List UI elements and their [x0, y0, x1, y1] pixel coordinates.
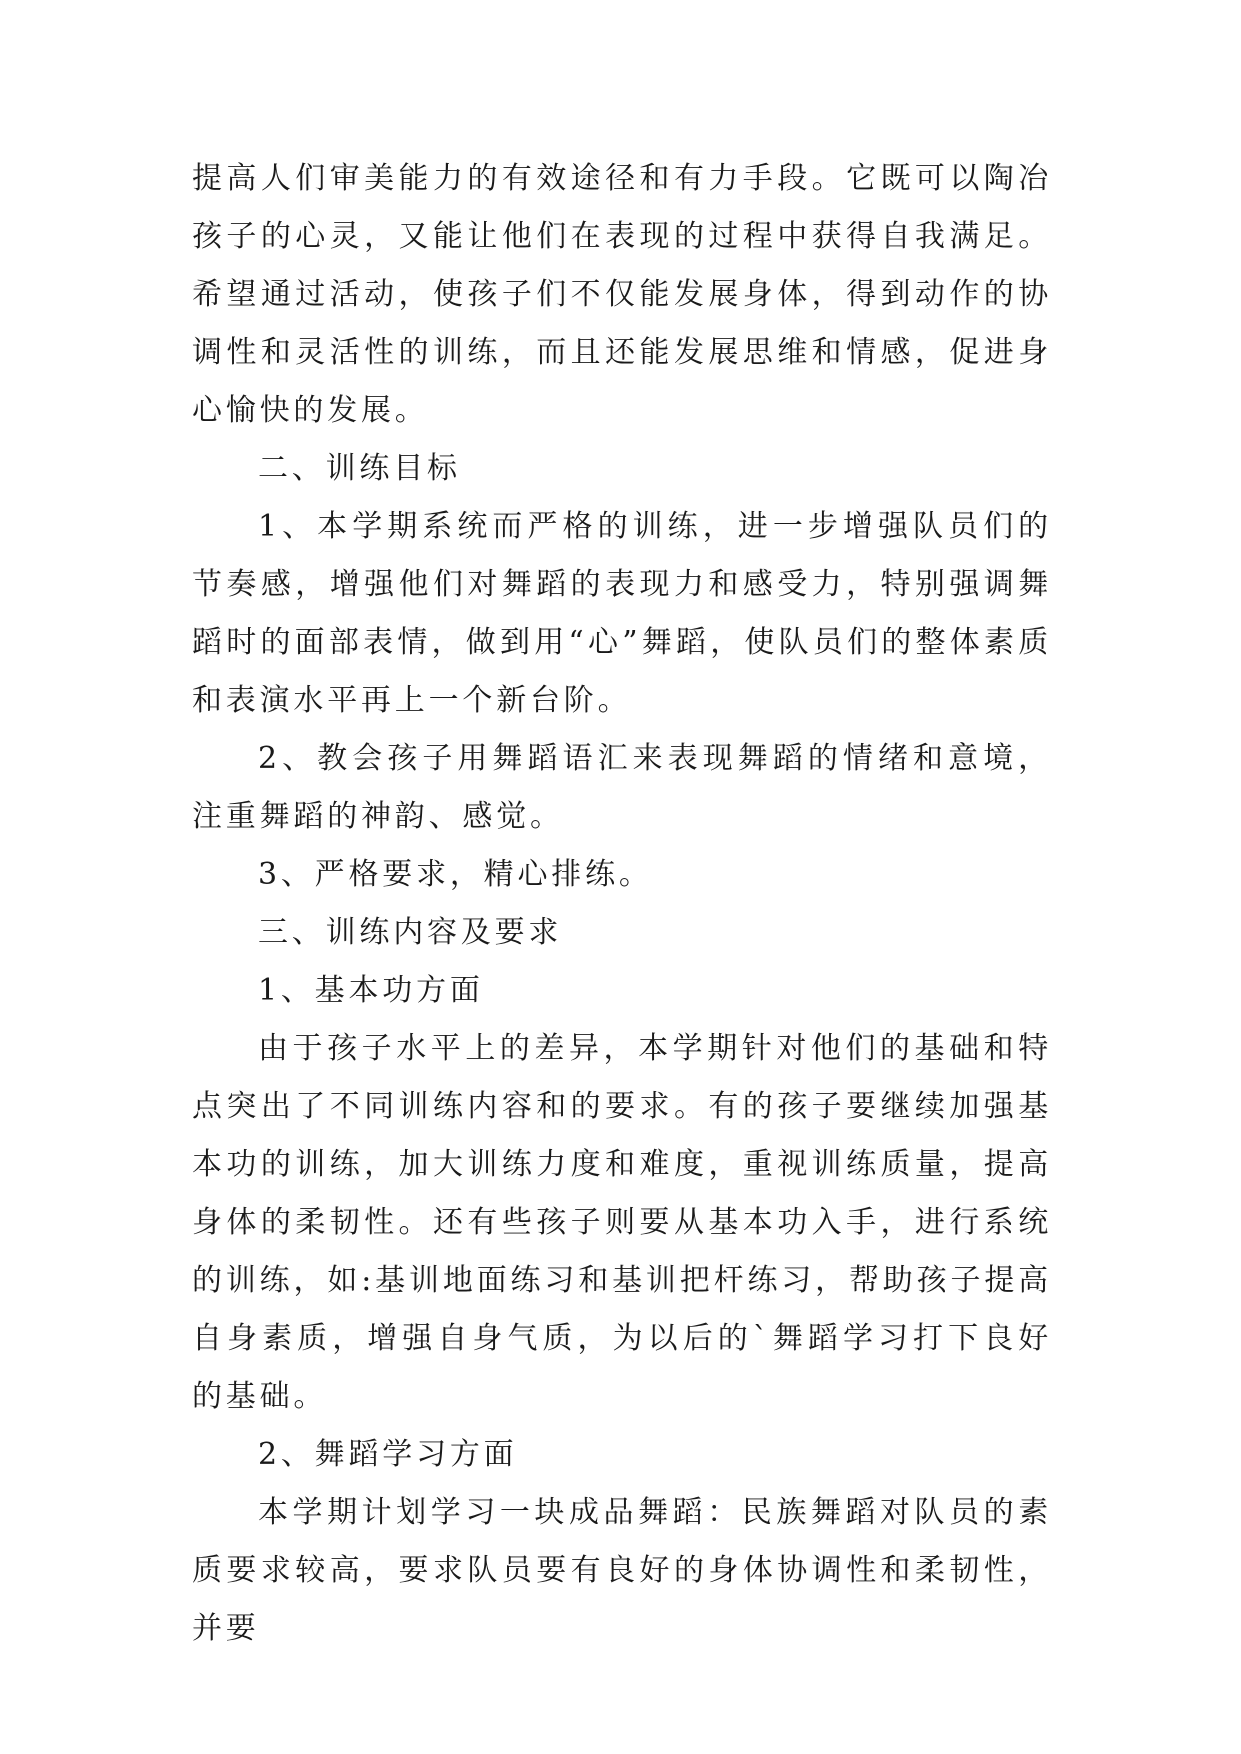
section-heading-training-content: 三、训练内容及要求	[258, 915, 563, 950]
paragraph-goal-1: 1、本学期系统而严格的训练，进一步增强队员们的节奏感，增强他们对舞蹈的表现力和感受力，特别强调舞蹈时的面部表情，做到用“心”舞蹈，使队员们的整体素质和表演水平再上一个新台阶。	[192, 509, 1052, 718]
subheading-dance-learning: 2、舞蹈学习方面	[258, 1437, 518, 1472]
subheading-basic-skills: 1、基本功方面	[258, 973, 484, 1008]
section-heading-training-goals: 二、训练目标	[258, 451, 461, 486]
paragraph-goal-3: 3、严格要求，精心排练。	[258, 857, 653, 892]
paragraph-intro-continued: 提高人们审美能力的有效途径和有力手段。它既可以陶冶孩子的心灵，又能让他们在表现的过程中获得自我满足。希望通过活动，使孩子们不仅能发展身体，得到动作的协调性和灵活性的训练，而且还能发展思维和情感，促进身心愉快的发展。	[192, 161, 1052, 428]
paragraph-basic-skills: 由于孩子水平上的差异，本学期针对他们的基础和特点突出了不同训练内容和的要求。有的孩子要继续加强基本功的训练，加大训练力度和难度，重视训练质量，提高身体的柔韧性。还有些孩子则要从基本功入手，进行系统的训练，如:基训地面练习和基训把杆练习，帮助孩子提高自身素质，增强自身气质，为以后的`舞蹈学习打下良好的基础。	[192, 1031, 1052, 1414]
document-body	[192, 150, 1052, 1658]
paragraph-dance-learning: 本学期计划学习一块成品舞蹈：民族舞蹈对队员的素质要求较高，要求队员要有良好的身体协调性和柔韧性，并要	[192, 1495, 1052, 1646]
paragraph-goal-2: 2、教会孩子用舞蹈语汇来表现舞蹈的情绪和意境，注重舞蹈的神韵、感觉。	[192, 741, 1052, 834]
